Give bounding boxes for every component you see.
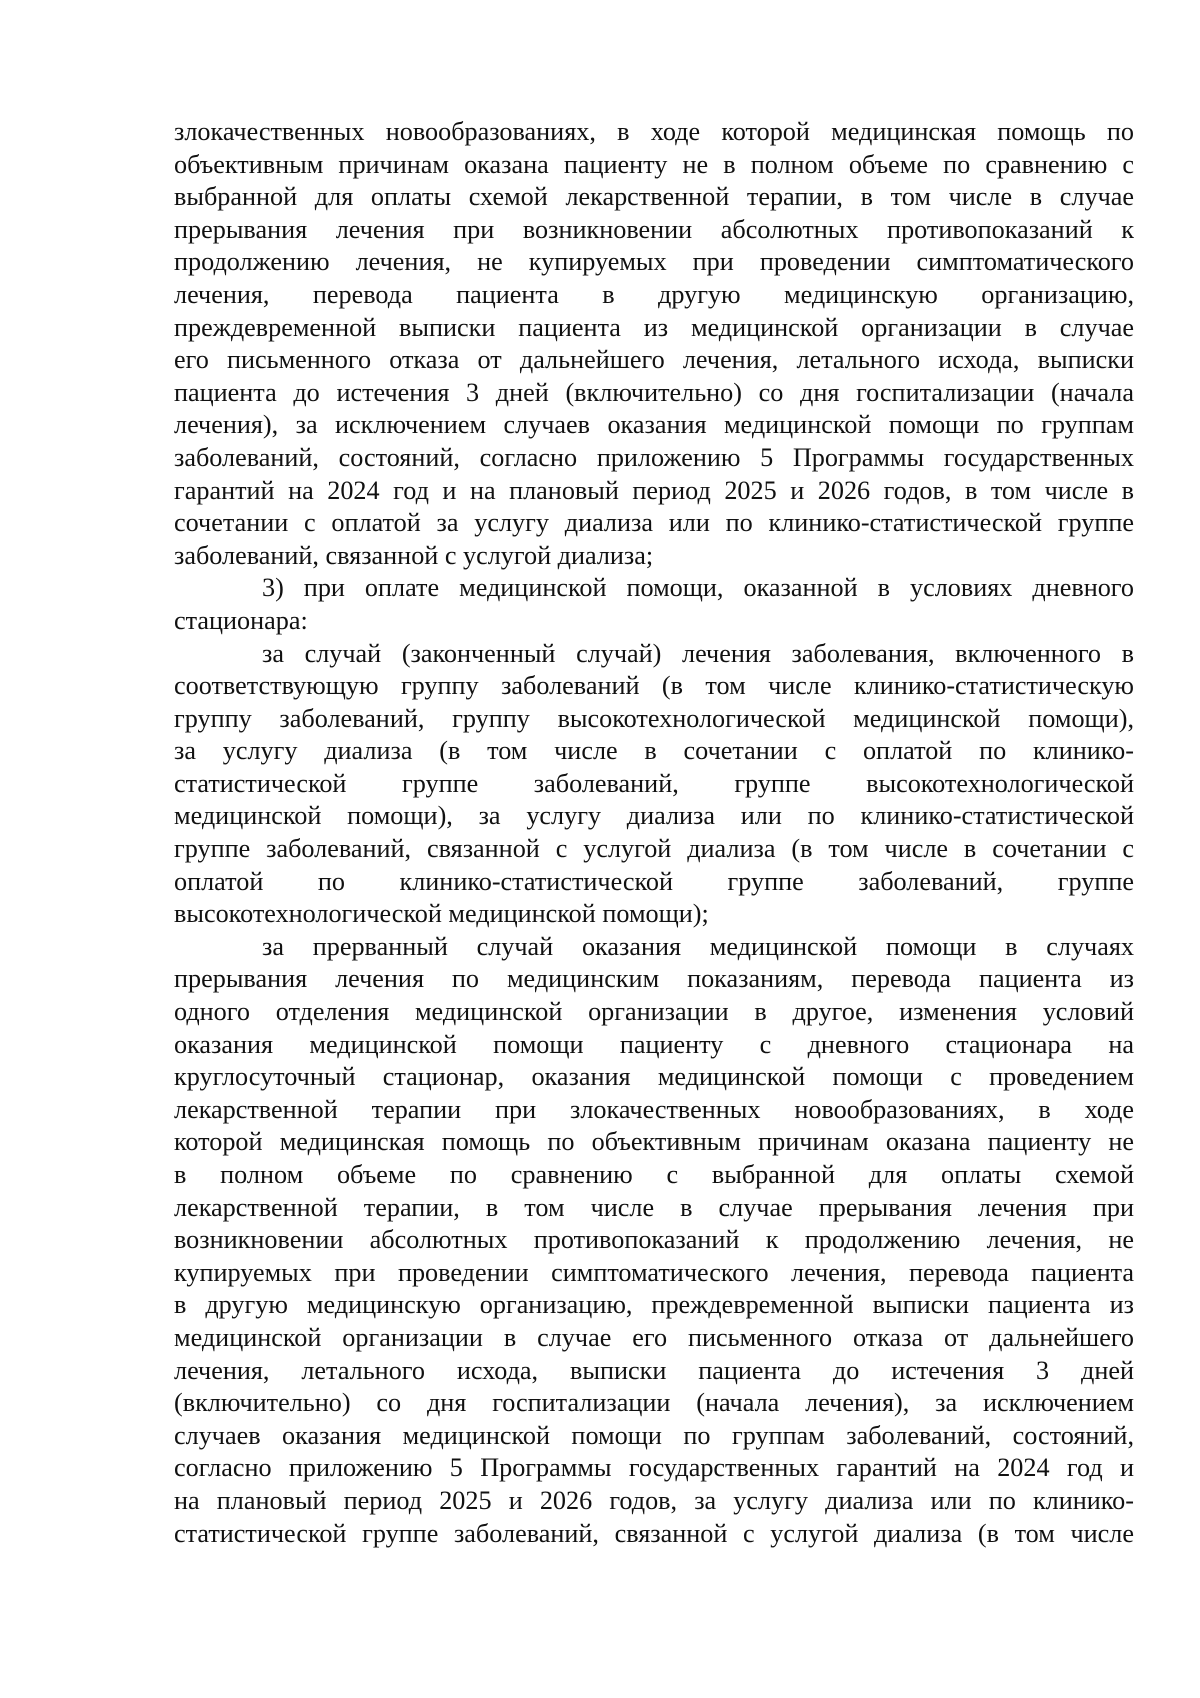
text-line: согласно приложению 5 Программы государственных гарантий на 2024 год и (174, 1453, 1134, 1483)
text-line: медицинской помощи), за услугу диализа или по клинико-статистической (174, 801, 1134, 831)
text-line: случаев оказания медицинской помощи по группам заболеваний, состояний, (174, 1420, 1134, 1450)
text-line: высокотехнологической медицинской помощи); (174, 899, 709, 929)
text-line: в другую медицинскую организацию, преждевременной выписки пациента из (174, 1290, 1134, 1320)
text-line: статистической группе заболеваний, группе высокотехнологической (174, 768, 1134, 798)
text-line: за услугу диализа (в том числе в сочетании с оплатой по клинико- (174, 736, 1134, 766)
text-line: круглосуточный стационар, оказания медицинской помощи с проведением (174, 1062, 1134, 1092)
document-body-text (174, 116, 1134, 1550)
text-line: которой медицинская помощь по объективным причинам оказана пациенту не (174, 1127, 1134, 1157)
text-line: лечения, перевода пациента в другую медицинскую организацию, (174, 279, 1134, 309)
text-line: его письменного отказа от дальнейшего лечения, летального исхода, выписки (174, 345, 1134, 375)
text-line: одного отделения медицинской организации в другое, изменения условий (174, 997, 1134, 1027)
text-line: гарантий на 2024 год и на плановый период 2025 и 2026 годов, в том числе в (174, 475, 1134, 505)
text-line: статистической группе заболеваний, связанной с услугой диализа (в том числе (174, 1518, 1134, 1548)
text-line: лечения), за исключением случаев оказания медицинской помощи по группам (174, 410, 1134, 440)
text-line: 3) при оплате медицинской помощи, оказанной в условиях дневного (262, 573, 1134, 603)
text-line: группе заболеваний, связанной с услугой диализа (в том числе в сочетании с (174, 834, 1134, 864)
text-line: возникновении абсолютных противопоказаний к продолжению лечения, не (174, 1225, 1134, 1255)
text-line: сочетании с оплатой за услугу диализа или по клинико-статистической группе (174, 508, 1134, 538)
text-line: продолжению лечения, не купируемых при проведении симптоматического (174, 247, 1134, 277)
text-line: заболеваний, связанной с услугой диализа; (174, 540, 654, 570)
text-line: за случай (законченный случай) лечения заболевания, включенного в (262, 638, 1134, 668)
text-line: медицинской организации в случае его письменного отказа от дальнейшего (174, 1322, 1134, 1352)
text-line: лекарственной терапии, в том числе в случае прерывания лечения при (174, 1192, 1134, 1222)
text-line: объективным причинам оказана пациенту не в полном объеме по сравнению с (174, 149, 1134, 179)
text-line: за прерванный случай оказания медицинской помощи в случаях (262, 931, 1134, 961)
text-line: в полном объеме по сравнению с выбранной для оплаты схемой (174, 1160, 1134, 1189)
text-line: злокачественных новообразованиях, в ходе которой медицинская помощь по (174, 117, 1134, 146)
text-line: выбранной для оплаты схемой лекарственной терапии, в том числе в случае (174, 182, 1134, 212)
text-line: на плановый период 2025 и 2026 годов, за услугу диализа или по клинико- (174, 1485, 1134, 1515)
text-line: прерывания лечения при возникновении абсолютных противопоказаний к (174, 214, 1134, 244)
text-line: купируемых при проведении симптоматического лечения, перевода пациента (174, 1257, 1134, 1287)
text-line: заболеваний, состояний, согласно приложению 5 Программы государственных (174, 442, 1134, 472)
text-line: прерывания лечения по медицинским показаниям, перевода пациента из (174, 964, 1134, 994)
text-line: пациента до истечения 3 дней (включительно) со дня госпитализации (начала (174, 377, 1134, 407)
text-line: группу заболеваний, группу высокотехнологической медицинской помощи), (174, 703, 1134, 733)
text-line: лечения, летального исхода, выписки пациента до истечения 3 дней (174, 1355, 1134, 1385)
text-line: преждевременной выписки пациента из медицинской организации в случае (174, 312, 1134, 342)
text-line: лекарственной терапии при злокачественных новообразованиях, в ходе (174, 1094, 1134, 1124)
text-line: стационара: (174, 605, 308, 635)
text-line: оплатой по клинико-статистической группе заболеваний, группе (174, 866, 1134, 896)
text-line: оказания медицинской помощи пациенту с дневного стационара на (174, 1029, 1134, 1059)
text-line: (включительно) со дня госпитализации (начала лечения), за исключением (174, 1388, 1134, 1418)
text-line: соответствующую группу заболеваний (в том числе клинико-статистическую (174, 671, 1134, 701)
